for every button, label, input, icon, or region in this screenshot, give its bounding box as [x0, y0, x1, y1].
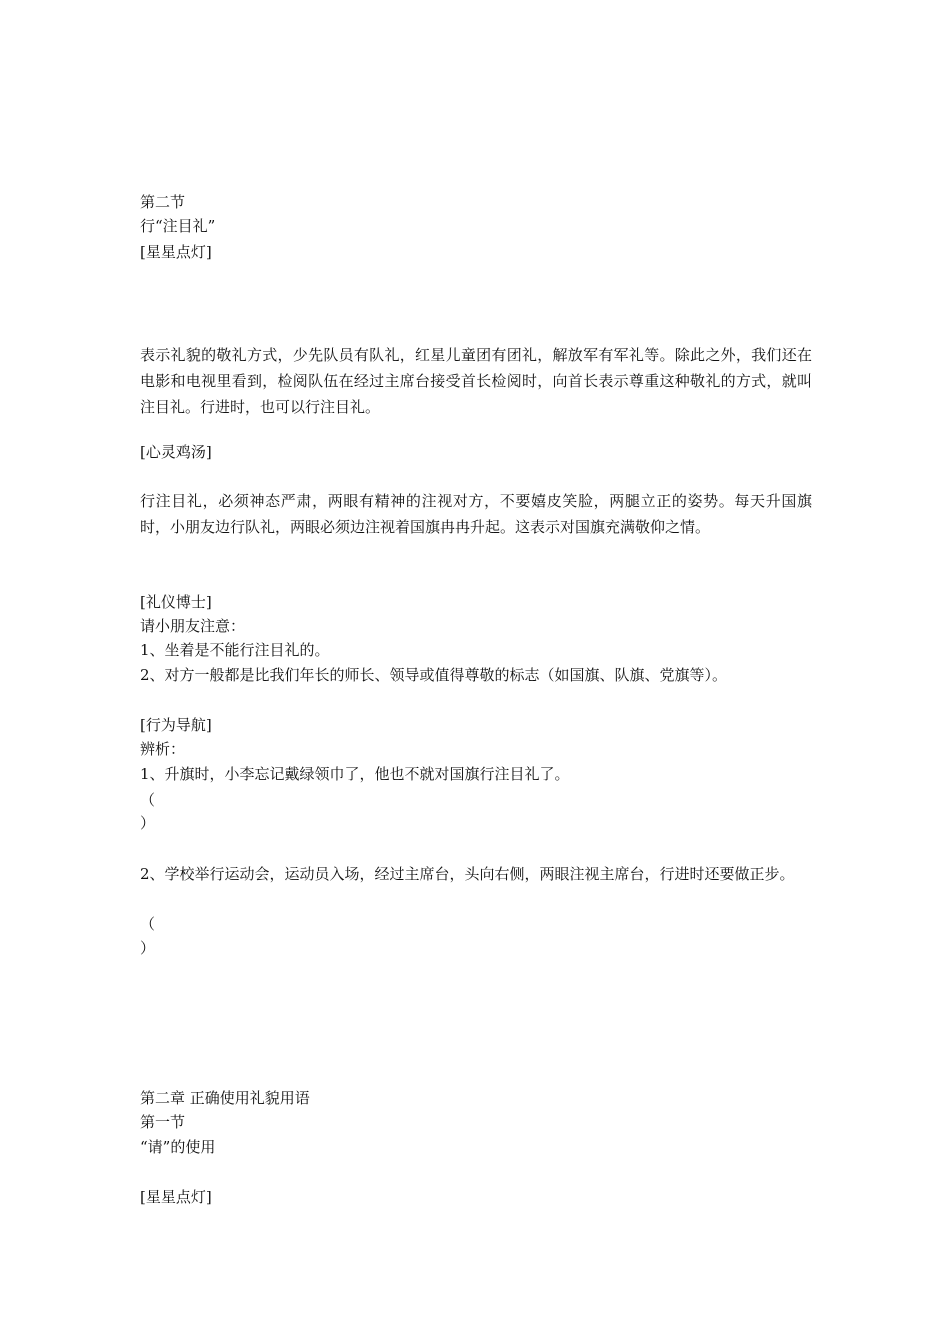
nav-question-1-open-paren: （	[140, 791, 156, 809]
tag-doctor: [礼仪博士]	[140, 593, 212, 611]
tag-spark: [星星点灯]	[140, 243, 212, 261]
chapter-section: 第一节	[140, 1113, 186, 1131]
nav-question-2-open-paren: （	[140, 915, 156, 933]
soup-paragraph: 行注目礼，必须神态严肃，两眼有精神的注视对方，不要嬉皮笑脸，两腿立正的姿势。每天升国旗时，小朋友边行队礼，两眼必须边注视着国旗冉冉升起。这表示对国旗充满敬仰之情。	[140, 492, 812, 536]
nav-lead: 辨析：	[140, 740, 186, 758]
tag-soup: [心灵鸡汤]	[140, 443, 212, 461]
chapter-tag-spark: [星星点灯]	[140, 1188, 212, 1206]
doctor-lead: 请小朋友注意：	[140, 617, 246, 635]
intro-paragraph: 表示礼貌的敬礼方式，少先队员有队礼，红星儿童团有团礼，解放军有军礼等。除此之外，我们还在电影和电视里看到，检阅队伍在经过主席台接受首长检阅时，向首长表示尊重这种敬礼的方式，就叫注目礼。行进时，也可以行注目礼。	[140, 346, 812, 416]
section-title: 行“注目礼”	[140, 217, 216, 235]
doctor-item-1: 1、坐着是不能行注目礼的。	[140, 641, 330, 659]
tag-nav: [行为导航]	[140, 716, 212, 734]
chapter-title: 第二章 正确使用礼貌用语	[140, 1089, 310, 1107]
nav-question-1-close-paren: ）	[140, 814, 156, 832]
nav-question-2: 2、学校举行运动会，运动员入场，经过主席台，头向右侧，两眼注视主席台，行进时还要做正步。	[140, 865, 795, 883]
nav-question-1: 1、升旗时，小李忘记戴绿领巾了，他也不就对国旗行注目礼了。	[140, 765, 570, 783]
nav-question-2-close-paren: ）	[140, 939, 156, 957]
chapter-subtitle: “请”的使用	[140, 1138, 216, 1156]
section-heading: 第二节	[140, 193, 186, 211]
doctor-item-2: 2、对方一般都是比我们年长的师长、领导或值得尊敬的标志（如国旗、队旗、党旗等）。	[140, 666, 728, 684]
